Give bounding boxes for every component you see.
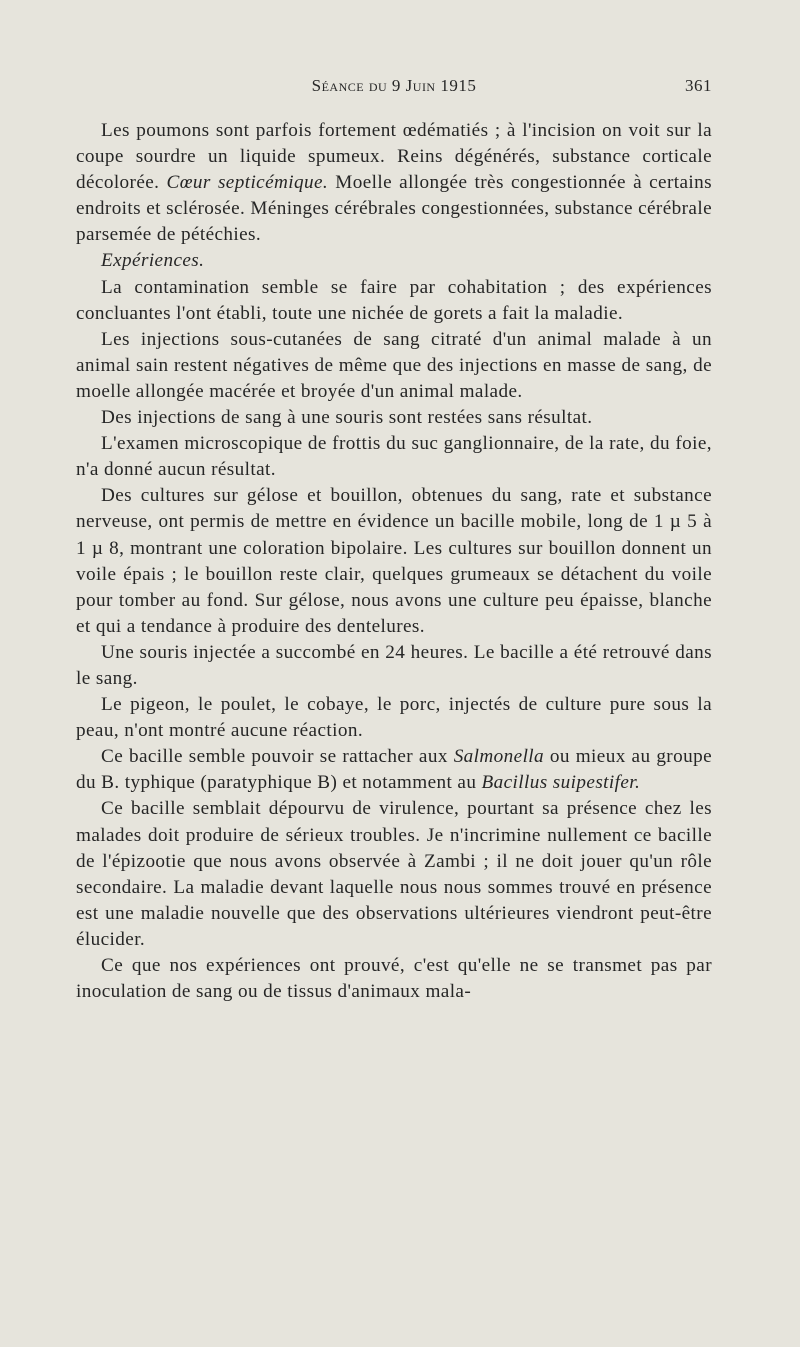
paragraph-9 [76,744,712,796]
paragraph-3: Les injections sous-cutanées de sang citraté d'un animal malade à un animal sain restent négatives de même que des injections en masse de sang, de moelle allongée macérée et broyée d'un animal malade. [76,328,712,402]
paragraph-1-text-a: Les poumons sont parfois fortement œdématiés ; à l'incision on voit sur la coupe sourdre un liquide spumeux. Reins dégénérés, substance corticale décolorée. [76,120,712,194]
paragraph-4: Des injections de sang à une souris sont restées sans résultat. [101,407,593,429]
paragraph-2: La contamination semble se faire par cohabitation ; des expériences concluantes l'ont établi, toute une nichée de gorets a fait la maladie. [76,276,712,324]
salmonella-italic: Salmonella [453,746,545,768]
coeur-septicemique-italic: Cœur septicémique. [166,172,329,194]
page-number: 361 [685,76,712,95]
paragraph-1-text-c: Moelle allongée très congestionnée à certains endroits et sclérosée. Méninges cérébrales congestionnées, substance cérébrale parsemée de pétéchies. [76,172,712,246]
paragraph-8: Le pigeon, le poulet, le cobaye, le porc, injectés de culture pure sous la peau, n'ont montré aucune réaction. [76,694,712,742]
paragraph-6: Des cultures sur gélose et bouillon, obtenues du sang, rate et substance nerveuse, ont permis de mettre en évidence un bacille mobile, long de 1 µ 5 à 1 µ 8, montrant une coloration bipolaire. Les cultures sur bouillon donnent un voile épais ; le bouillon reste clair, quelques grumeaux se détachent du voile pour tomber au fond. Sur gélose, nous avons une culture peu épaisse, blanche et qui a tendance à produire des dentelures. [76,485,712,637]
running-title: Séance du 9 Juin 1915 [311,76,477,95]
paragraph-9-text-c: ou mieux au groupe du B. typhique (paratyphique B) et notamment au [76,746,712,794]
paragraph-11: Ce que nos expériences ont prouvé, c'est qu'elle ne se transmet pas par inoculation de sang ou de tissus d'animaux mala- [76,955,712,1003]
paragraph-7: Une souris injectée a succombé en 24 heures. Le bacille a été retrouvé dans le sang. [76,641,712,689]
paragraph-1 [76,118,712,248]
experiences-heading: Expériences. [101,250,205,272]
running-header [76,76,712,102]
page-body [76,118,712,1005]
paragraph-5: L'examen microscopique de frottis du suc ganglionnaire, de la rate, du foie, n'a donné aucun résultat. [76,433,712,481]
bacillus-suipestifer-italic: Bacillus suipestifer. [481,772,641,794]
paragraph-9-text-a: Ce bacille semble pouvoir se rattacher aux [101,746,454,768]
paragraph-10: Ce bacille semblait dépourvu de virulence, pourtant sa présence chez les malades doit produire de sérieux troubles. Je n'incrimine nullement ce bacille de l'épizootie que nous avons observée à Zambi ; il ne doit jouer qu'un rôle secondaire. La maladie devant laquelle nous nous sommes trouvé en présence est une maladie nouvelle que des observations ultérieures viendront peut-être élucider. [76,798,712,950]
